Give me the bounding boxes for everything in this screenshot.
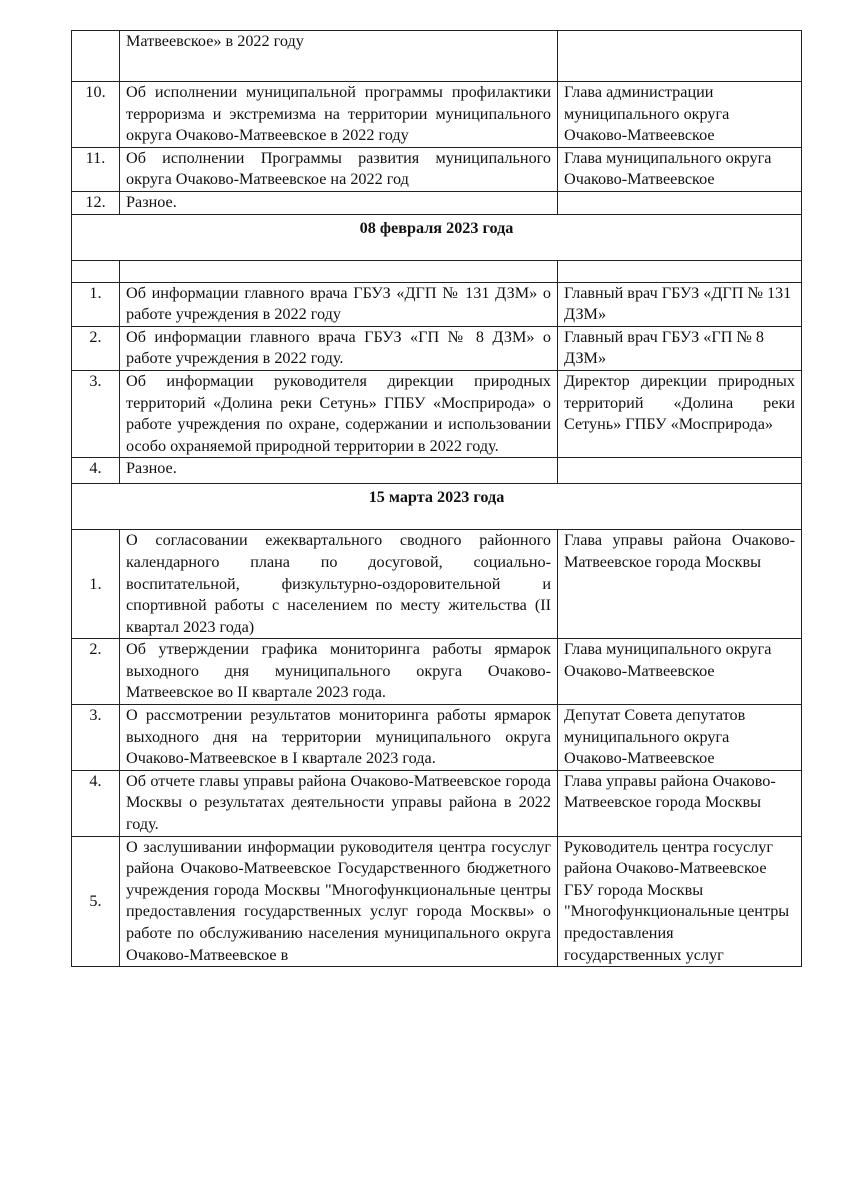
table-row: [72, 370, 802, 457]
table-row: [72, 770, 802, 836]
table-row: [72, 326, 802, 370]
item-responsible: Депутат Совета депутатов муниципального округа Очаково-Матвеевское: [558, 705, 802, 771]
table-row: [72, 147, 802, 191]
item-topic: Об исполнении Программы развития муниципального округа Очаково-Матвеевское на 2022 год: [120, 147, 558, 191]
meeting-date: 08 февраля 2023 года: [72, 214, 802, 260]
item-responsible: [558, 191, 802, 214]
item-responsible: Глава управы района Очаково-Матвеевское города Москвы: [558, 770, 802, 836]
item-responsible: Глава администрации муниципального округа Очаково-Матвеевское: [558, 82, 802, 148]
item-topic: Об информации главного врача ГБУЗ «ГП № 8 ДЗМ» о работе учреждения в 2022 году.: [120, 326, 558, 370]
item-number: 4.: [72, 458, 120, 484]
table-row: [72, 705, 802, 771]
item-responsible: [558, 458, 802, 484]
item-topic: О согласовании ежеквартального сводного районного календарного плана по досуговой, социально-воспитательной, физкультурно-оздоровительной и спортивной работы с населением по месту жительства (II квартал 2023 года): [120, 530, 558, 639]
meeting-plan-table: [71, 30, 802, 967]
item-number: 1.: [72, 530, 120, 639]
item-responsible: Глава управы района Очаково-Матвеевское города Москвы: [558, 530, 802, 639]
table-row: [72, 639, 802, 705]
date-header-row: [72, 214, 802, 260]
table-row: [72, 282, 802, 326]
item-topic: Об утверждении графика мониторинга работы ярмарок выходного дня муниципального округа Очаково-Матвеевское во II квартале 2023 года.: [120, 639, 558, 705]
item-number: 3.: [72, 370, 120, 457]
item-number: 3.: [72, 705, 120, 771]
item-topic: Разное.: [120, 458, 558, 484]
item-number: 2.: [72, 639, 120, 705]
item-topic: Об отчете главы управы района Очаково-Матвеевское города Москвы о результатах деятельности управы района в 2022 году.: [120, 770, 558, 836]
item-topic: Об информации руководителя дирекции природных территорий «Долина реки Сетунь» ГПБУ «Мосприрода» о работе учреждения по охране, содержании и использовании особо охраняемой природной территории в 2022 году.: [120, 370, 558, 457]
item-number: 10.: [72, 82, 120, 148]
table-row: [72, 31, 802, 82]
item-number: [72, 31, 120, 82]
item-topic: Об информации главного врача ГБУЗ «ДГП № 131 ДЗМ» о работе учреждения в 2022 году: [120, 282, 558, 326]
table-row: [72, 191, 802, 214]
item-number: 5.: [72, 836, 120, 967]
date-header-row: [72, 484, 802, 530]
item-responsible: Глава муниципального округа Очаково-Матвеевское: [558, 147, 802, 191]
table-row: [72, 82, 802, 148]
table-row: [72, 458, 802, 484]
item-responsible: Главный врач ГБУЗ «ДГП № 131 ДЗМ»: [558, 282, 802, 326]
item-responsible: Директор дирекции природных территорий «Долина реки Сетунь» ГПБУ «Мосприрода»: [558, 370, 802, 457]
item-number: 2.: [72, 326, 120, 370]
item-number: 12.: [72, 191, 120, 214]
item-topic: О рассмотрении результатов мониторинга работы ярмарок выходного дня на территории муниципального округа Очаково-Матвеевское в I квартале 2023 года.: [120, 705, 558, 771]
blank-row: [72, 260, 802, 282]
item-number: 4.: [72, 770, 120, 836]
meeting-date: 15 марта 2023 года: [72, 484, 802, 530]
item-topic: О заслушивании информации руководителя центра госуслуг района Очаково-Матвеевское Государственного бюджетного учреждения города Москвы "Многофункциональные центры предоставления государственных услуг города Москвы» о работе по обслуживанию населения муниципального округа Очаково-Матвеевское в: [120, 836, 558, 967]
item-responsible: Глава муниципального округа Очаково-Матвеевское: [558, 639, 802, 705]
item-topic: Матвеевское» в 2022 году: [120, 31, 558, 82]
item-responsible: Руководитель центра госуслуг района Очаково-Матвеевское ГБУ города Москвы "Многофункциональные центры предоставления государственных услуг: [558, 836, 802, 967]
item-topic: Об исполнении муниципальной программы профилактики терроризма и экстремизма на территории муниципального округа Очаково-Матвеевское в 2022 году: [120, 82, 558, 148]
item-number: 11.: [72, 147, 120, 191]
table-row: [72, 530, 802, 639]
item-responsible: [558, 31, 802, 82]
table-row: [72, 836, 802, 967]
item-topic: Разное.: [120, 191, 558, 214]
item-number: 1.: [72, 282, 120, 326]
item-responsible: Главный врач ГБУЗ «ГП № 8 ДЗМ»: [558, 326, 802, 370]
